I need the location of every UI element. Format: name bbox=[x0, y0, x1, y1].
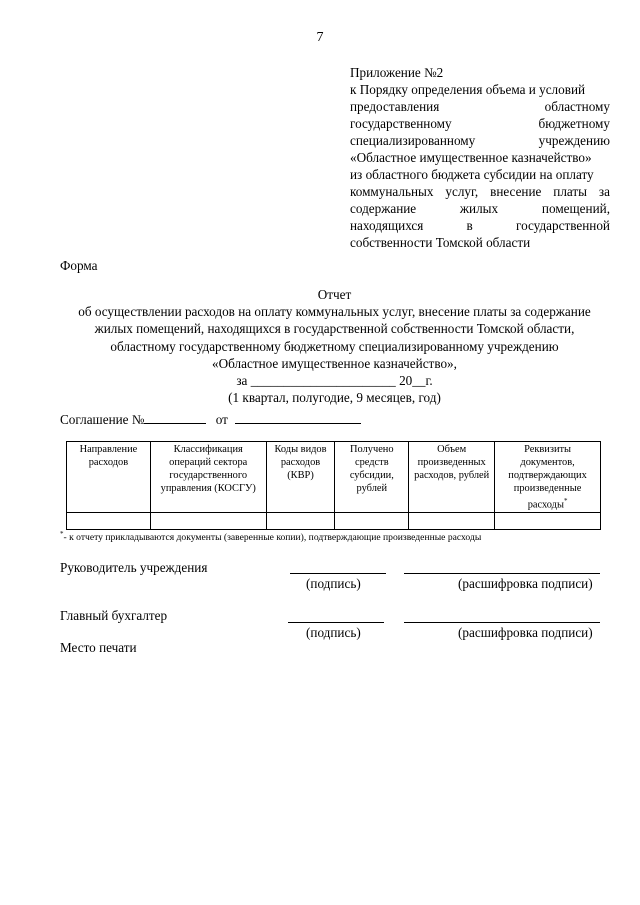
annex-block bbox=[350, 64, 610, 251]
signature-decode-caption: (расшифровка подписи) bbox=[458, 625, 593, 640]
table-cell[interactable] bbox=[495, 513, 601, 530]
table-cell[interactable] bbox=[150, 513, 266, 530]
table-cell[interactable] bbox=[67, 513, 151, 530]
footnote-mark: * bbox=[563, 497, 568, 505]
table-header-cell bbox=[495, 442, 601, 513]
agreement-from-label: от bbox=[215, 412, 228, 427]
signature-decode-field[interactable] bbox=[404, 622, 600, 623]
table-header-cell: Объем произведенных расходов, рублей bbox=[409, 442, 495, 513]
annex-line: из областного бюджета субсидии на оплату bbox=[350, 167, 594, 182]
report-period-caption: (1 квартал, полугодие, 9 месяцев, год) bbox=[228, 390, 441, 406]
agreement-label: Соглашение № bbox=[60, 412, 145, 427]
table-cell[interactable] bbox=[266, 513, 335, 530]
report-title-line: об осуществлении расходов на оплату коммунальных услуг, внесение платы за содержание bbox=[78, 304, 591, 320]
footnote-text: - к отчету прикладываются документы (заверенные копии), подтверждающие произведенные расходы bbox=[63, 532, 482, 544]
footnote-mark: * bbox=[60, 530, 64, 538]
annex-line: собственности Томской области bbox=[350, 235, 531, 250]
table-cell[interactable] bbox=[409, 513, 495, 530]
annex-line: «Областное имущественное казначейство» bbox=[350, 150, 592, 165]
table-cell[interactable] bbox=[335, 513, 409, 530]
annex-line: находящихся в государственной bbox=[350, 218, 610, 233]
table-row bbox=[67, 513, 601, 530]
signature-caption: (подпись) bbox=[306, 625, 361, 640]
signature-field[interactable] bbox=[288, 622, 384, 623]
annex-line: государственному бюджетному bbox=[350, 116, 610, 131]
annex-line: специализированному учреждению bbox=[350, 133, 610, 148]
table-header-row bbox=[67, 442, 601, 513]
signature-role: Руководитель учреждения bbox=[60, 560, 208, 575]
report-title-line: Отчет bbox=[317, 287, 352, 302]
table-header-cell: Получено средств субсидии, рублей bbox=[335, 442, 409, 513]
stamp-place: Место печати bbox=[60, 640, 137, 655]
annex-line: предоставления областному bbox=[350, 99, 610, 114]
agreement-date-field[interactable] bbox=[235, 411, 361, 424]
annex-line: к Порядку определения объема и условий bbox=[350, 82, 586, 97]
form-label: Форма bbox=[60, 258, 98, 273]
table-header-cell: Коды видов расходов (КВР) bbox=[266, 442, 335, 513]
signature-role: Главный бухгалтер bbox=[60, 608, 168, 623]
signature-decode-caption: (расшифровка подписи) bbox=[458, 576, 593, 591]
report-period-line: за ______________________ 20__г. bbox=[236, 373, 433, 389]
table-header-cell: Направление расходов bbox=[67, 442, 151, 513]
annex-line: коммунальных услуг, внесение платы за bbox=[350, 184, 610, 199]
signature-caption: (подпись) bbox=[306, 576, 361, 591]
page-number: 7 bbox=[316, 30, 324, 45]
footnote bbox=[60, 530, 481, 543]
signature-field[interactable] bbox=[290, 573, 386, 574]
annex-line: содержание жилых помещений, bbox=[350, 201, 610, 216]
agreement-number-field[interactable] bbox=[144, 411, 206, 424]
table-header-text: Реквизиты документов, подтверждающих произведенные расходы bbox=[508, 444, 587, 511]
agreement-line bbox=[60, 411, 361, 428]
report-table bbox=[66, 441, 601, 530]
report-title-line: «Областное имущественное казначейство», bbox=[212, 355, 457, 371]
annex-line: Приложение №2 bbox=[350, 65, 444, 80]
table-header-cell: Классификация операций сектора государственного управления (КОСГУ) bbox=[150, 442, 266, 513]
signature-decode-field[interactable] bbox=[404, 573, 600, 574]
report-title-line: областному государственному бюджетному специализированному учреждению bbox=[110, 338, 559, 354]
report-title bbox=[52, 286, 617, 406]
report-title-line: жилых помещений, находящихся в государственной собственности Томской области, bbox=[94, 321, 575, 337]
